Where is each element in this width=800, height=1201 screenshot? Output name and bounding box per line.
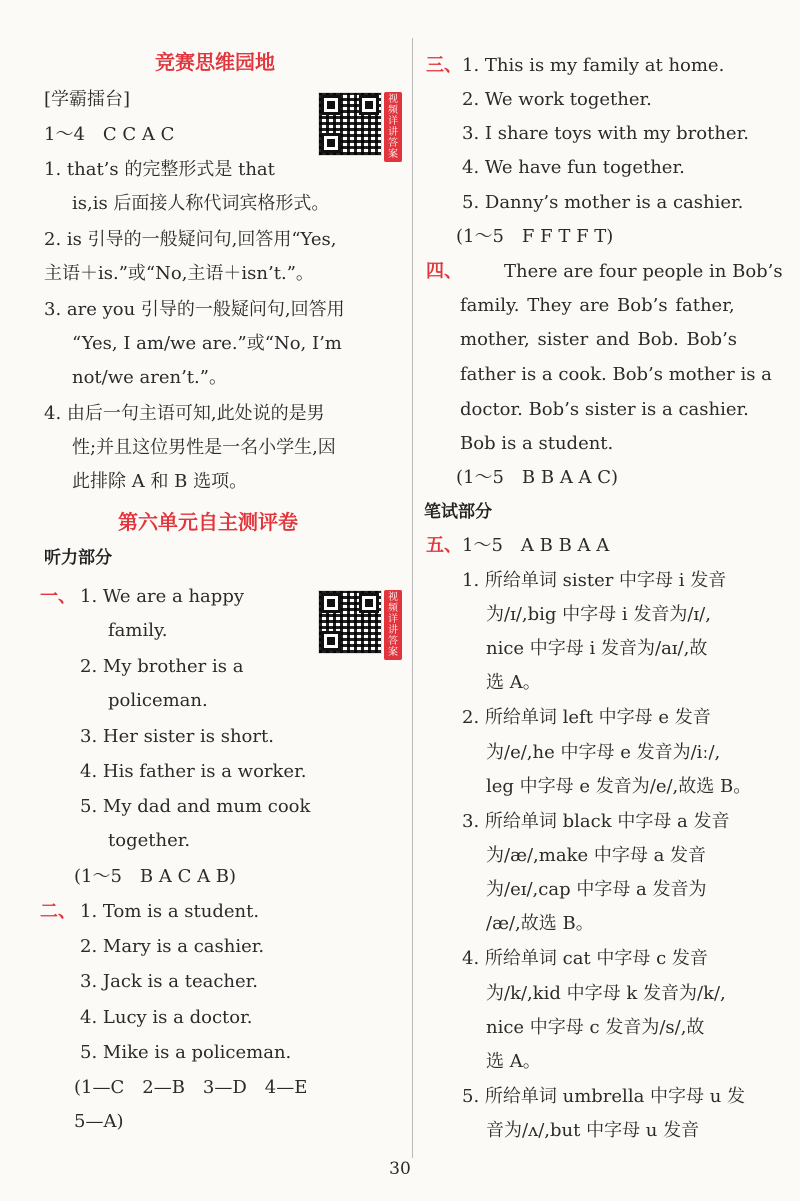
- section-mark-4: 四、: [426, 261, 462, 282]
- listen-2-line: 1. Tom is a student.: [80, 901, 260, 922]
- section-mark-3: 三、: [426, 55, 462, 76]
- explanation-4-line-1: 4. 由后一句主语可知,此处说的是男: [44, 403, 325, 424]
- written-5-line: 5. 所给单词 umbrella 中字母 u 发: [462, 1086, 746, 1107]
- written-5-line: leg 中字母 e 发音为/e/,故选 B。: [486, 776, 752, 797]
- explanation-3-line-3: not/we aren’t.”。: [72, 367, 227, 388]
- qr-video-label: 视 频 详 讲 答 案: [384, 590, 402, 660]
- written-5-line: 为/e/,he 中字母 e 发音为/iː/,: [486, 742, 721, 763]
- explanation-3-line-2: “Yes, I am/we are.”或“No, I’m: [72, 333, 342, 354]
- qr-code-icon[interactable]: [318, 92, 382, 156]
- listen-3-line: 2. We work together.: [462, 89, 652, 110]
- written-5-line: 为/k/,kid 中字母 k 发音为/k/,: [486, 983, 726, 1004]
- written-5-line: 选 A。: [486, 672, 541, 693]
- written-5-line: 3. 所给单词 black 中字母 a 发音: [462, 811, 730, 832]
- listen-1-answer: (1～5 B A C A B): [74, 866, 237, 887]
- right-column: [412, 0, 800, 1201]
- explanation-1-line-2: is,is 后面接人称代词宾格形式。: [72, 193, 330, 214]
- section-mark-1: 一、: [40, 586, 76, 607]
- explanation-1-line-1: 1. that’s 的完整形式是 that: [44, 159, 275, 180]
- written-5-line: 为/æ/,make 中字母 a 发音: [486, 845, 707, 866]
- listen-2-line: 5. Mike is a policeman.: [80, 1042, 292, 1063]
- listen-4-line: mother, sister and Bob. Bob’s: [460, 329, 738, 350]
- answer-1-4: 1～4 C C A C: [44, 124, 175, 145]
- written-5-line: 音为/ʌ/,but 中字母 u 发音: [486, 1120, 700, 1141]
- listen-1-line: 3. Her sister is short.: [80, 726, 274, 747]
- listen-4-line: father is a cook. Bob’s mother is a: [460, 364, 772, 385]
- written-5-line: 为/ɪ/,big 中字母 i 发音为/ɪ/,: [486, 604, 711, 625]
- page-number: 30: [389, 1159, 411, 1179]
- written-5-line: 4. 所给单词 cat 中字母 c 发音: [462, 948, 708, 969]
- listen-3-answer: (1～5 F F T F T): [456, 226, 614, 247]
- written-5-line: 1. 所给单词 sister 中字母 i 发音: [462, 570, 727, 591]
- listen-2-answer: (1—C 2—B 3—D 4—E: [74, 1077, 308, 1098]
- listen-3-line: 4. We have fun together.: [462, 157, 685, 178]
- listening-heading: 听力部分: [44, 548, 112, 568]
- bracket-heading: [学霸擂台]: [44, 89, 131, 110]
- qr-video-label: 视 频 详 讲 答 案: [384, 92, 402, 162]
- listen-4-line: Bob is a student.: [460, 433, 614, 454]
- listen-2-line: 2. Mary is a cashier.: [80, 936, 265, 957]
- listen-2-line: 3. Jack is a teacher.: [80, 971, 259, 992]
- listen-1-line: 2. My brother is a: [80, 656, 244, 677]
- listen-1-line: 5. My dad and mum cook: [80, 796, 311, 817]
- written-5-answer: 1～5 A B B A A: [462, 535, 610, 556]
- section-title-unit6: 第六单元自主测评卷: [118, 510, 298, 534]
- listen-1-line: 1. We are a happy: [80, 586, 245, 607]
- written-5-line: 选 A。: [486, 1051, 541, 1072]
- written-heading: 笔试部分: [424, 502, 492, 522]
- qr-code-icon[interactable]: [318, 590, 382, 654]
- listen-4-line: There are four people in Bob’s: [504, 261, 783, 282]
- section-mark-5: 五、: [426, 535, 462, 556]
- listen-1-line: policeman.: [108, 690, 208, 711]
- explanation-4-line-3: 此排除 A 和 B 选项。: [72, 471, 248, 492]
- listen-2-line: 4. Lucy is a doctor.: [80, 1007, 253, 1028]
- listen-4-line: family. They are Bob’s father,: [460, 295, 735, 316]
- written-5-line: 2. 所给单词 left 中字母 e 发音: [462, 707, 711, 728]
- listen-1-line: together.: [108, 830, 191, 851]
- explanation-3-line-1: 3. are you 引导的一般疑问句,回答用: [44, 299, 345, 320]
- listen-1-line: 4. His father is a worker.: [80, 761, 307, 782]
- listen-4-line: doctor. Bob’s sister is a cashier.: [460, 399, 749, 420]
- written-5-line: nice 中字母 c 发音为/s/,故: [486, 1017, 705, 1038]
- written-5-line: nice 中字母 i 发音为/aɪ/,故: [486, 638, 708, 659]
- listen-4-answer: (1～5 B B A A C): [456, 467, 619, 488]
- listen-3-line: 3. I share toys with my brother.: [462, 123, 749, 144]
- written-5-line: 为/eɪ/,cap 中字母 a 发音为: [486, 879, 707, 900]
- listen-3-line: 5. Danny’s mother is a cashier.: [462, 192, 744, 213]
- listen-1-line: family.: [108, 620, 168, 641]
- explanation-2-line-2: 主语＋is.”或“No,主语＋isn’t.”。: [44, 263, 314, 284]
- listen-3-line: 1. This is my family at home.: [462, 55, 725, 76]
- section-mark-2: 二、: [40, 901, 76, 922]
- listen-2-answer: 5—A): [74, 1111, 124, 1132]
- explanation-4-line-2: 性;并且这位男性是一名小学生,因: [72, 437, 336, 458]
- section-title-contest: 竞赛思维园地: [155, 50, 275, 74]
- explanation-2-line-1: 2. is 引导的一般疑问句,回答用“Yes,: [44, 229, 337, 250]
- written-5-line: /æ/,故选 B。: [486, 913, 594, 934]
